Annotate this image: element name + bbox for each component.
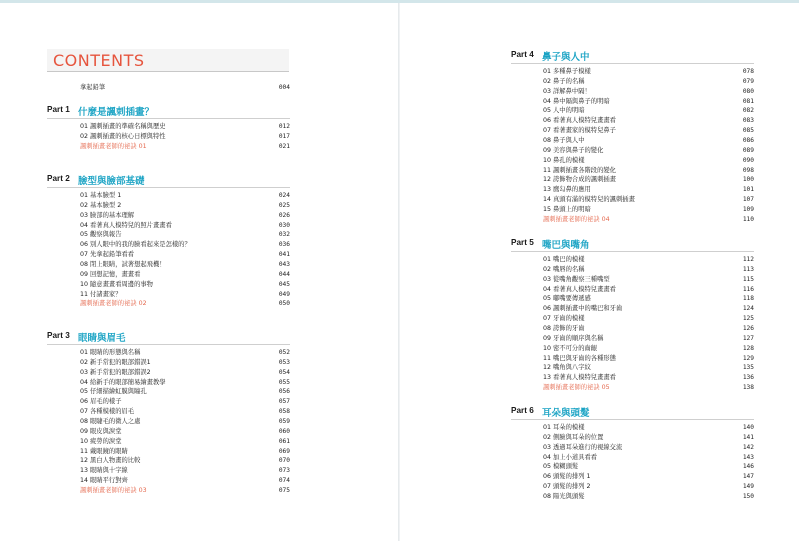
entry-page-number: 112 (742, 256, 754, 263)
part-heading (47, 330, 290, 345)
entry-page-number: 116 (742, 285, 754, 293)
entry-page-number: 150 (742, 492, 754, 500)
entry-title: 12 黑白人物畫的比較 (80, 457, 141, 465)
entry-title: 07 頭髮的排列 2 (543, 483, 591, 491)
toc-entry (80, 122, 290, 131)
entry-page-number: 083 (742, 117, 754, 125)
entry-page-number: 135 (742, 364, 754, 372)
entry-page-number: 127 (742, 334, 754, 342)
part-label: Part 4 (511, 50, 534, 59)
entry-page-number: 149 (742, 483, 754, 491)
entry-page-number: 100 (742, 176, 754, 184)
entry-page-number: 118 (742, 295, 754, 303)
toc-entry (80, 368, 290, 377)
entry-title: 07 牙齒的模樣 (543, 315, 585, 323)
entry-title: 09 美容與鼻子的變化 (543, 146, 604, 154)
toc-entry (543, 185, 754, 194)
toc-entry (80, 447, 290, 456)
toc-entry (80, 290, 290, 299)
toc-entry (80, 397, 290, 406)
toc-entry (80, 280, 290, 289)
entry-page-number: 110 (742, 215, 754, 223)
part-heading (511, 237, 754, 252)
entry-title: 08 鼻子與人中 (543, 136, 585, 144)
toc-entry (80, 476, 290, 485)
toc-entry (80, 240, 290, 249)
entry-page-number: 143 (742, 453, 754, 461)
toc-entry (543, 175, 754, 184)
entry-title: 08 誇飾的牙齒 (543, 324, 585, 332)
toc-entry (543, 363, 754, 372)
entry-page-number: 054 (278, 368, 290, 376)
entry-title: 諷刺插畫老師的祕訣 01 (80, 142, 147, 150)
toc-entry (80, 417, 290, 426)
part-heading (511, 49, 754, 64)
part-heading (47, 173, 290, 188)
entry-title: 11 諷刺插畫各階段的變化 (543, 166, 616, 174)
entry-title: 04 加上小道具看看 (543, 453, 598, 461)
entry-page-number: 125 (742, 315, 754, 323)
entry-title: 02 諷刺插畫的核心日標與特性 (80, 132, 166, 140)
entry-title: 12 嘴角與八字紋 (543, 364, 591, 372)
toc-entry (543, 294, 754, 303)
part-label: Part 2 (47, 174, 70, 183)
entry-title: 09 眼皮與淚堂 (80, 427, 122, 435)
toc-entry (543, 433, 754, 442)
entry-title: 01 諷刺插畫的準確名稱與歷史 (80, 123, 166, 130)
entry-title: 01 眼睛的形態與名稱 (80, 349, 141, 356)
tip-entry (80, 486, 290, 495)
entry-title: 05 模糊頭髮 (543, 463, 579, 471)
toc-entry (543, 354, 754, 363)
entry-page-number: 032 (278, 231, 290, 239)
toc-entry (543, 482, 754, 491)
entry-title: 05 人中的明暗 (543, 107, 585, 115)
entry-title: 06 頭髮的排列 1 (543, 473, 591, 481)
toc-entry (543, 275, 754, 284)
toc-entry (543, 87, 754, 96)
entry-page-number: 098 (742, 166, 754, 174)
entry-title: 01 多種鼻子模樣 (543, 68, 591, 75)
entry-page-number: 045 (278, 280, 290, 288)
part-label: Part 6 (511, 406, 534, 415)
entry-page-number: 109 (742, 205, 754, 213)
entry-title: 02 嘴唇的名稱 (543, 265, 585, 273)
entry-title: 08 陽光與頭髮 (543, 492, 585, 500)
entry-title: 10 隨意畫畫看周邊的事物 (80, 280, 153, 288)
entry-title: 10 疲勞的淚堂 (80, 437, 122, 445)
entry-title: 15 鼻頭上的明暗 (543, 205, 591, 213)
entry-title: 14 真頭有滿的模特兒的諷刺插畫 (543, 196, 635, 204)
entry-page-number: 074 (278, 477, 290, 485)
entry-title: 03 透過耳朵進行的視線交流 (543, 443, 623, 451)
entry-page-number: 053 (278, 358, 290, 366)
entry-page-number: 080 (742, 87, 754, 95)
part-label: Part 3 (47, 331, 70, 340)
toc-entry (80, 201, 290, 210)
tip-entry (80, 142, 290, 151)
entry-title: 07 看著畫家的模特兒鼻子 (543, 127, 616, 135)
entry-title: 13 看著真人模特兒畫畫看 (543, 374, 616, 382)
entry-title: 10 鼻孔的模樣 (543, 156, 585, 164)
toc-entry (543, 324, 754, 333)
part-name: 眼睛與眉毛 (78, 333, 126, 344)
toc-entry (543, 265, 754, 274)
entry-page-number: 052 (278, 349, 290, 356)
entry-title: 09 牙齒的順序與名稱 (543, 334, 604, 342)
intro-entry (80, 83, 290, 92)
toc-entry (543, 285, 754, 294)
entry-title: 10 密不可分的齒齦 (543, 344, 598, 352)
part-name: 耳朵與頭髮 (542, 408, 590, 419)
toc-entry (543, 334, 754, 343)
entry-page-number: 057 (278, 398, 290, 406)
entry-page-number: 138 (742, 384, 754, 392)
entry-title: 05 嘟嘴要傳遞感 (543, 295, 591, 303)
tip-entry (543, 215, 754, 224)
toc-entry (543, 314, 754, 323)
toc-entry (543, 443, 754, 452)
toc-entry (80, 378, 290, 387)
entry-page-number: 078 (742, 68, 754, 75)
entry-page-number: 061 (278, 437, 290, 445)
toc-entry (543, 136, 754, 145)
tip-entry (80, 299, 290, 308)
entry-page-number: 128 (742, 344, 754, 352)
toc-entry (80, 407, 290, 416)
entry-title: 諷刺插畫老師的祕訣 03 (80, 486, 147, 494)
toc-entry (543, 156, 754, 165)
toc-entry (543, 195, 754, 204)
toc-entry (80, 437, 290, 446)
entry-page-number: 124 (742, 305, 754, 313)
toc-entry (543, 205, 754, 214)
part-label: Part 1 (47, 105, 70, 114)
entry-title: 諷刺插畫老師的祕訣 02 (80, 300, 147, 308)
contents-title-box (47, 49, 289, 72)
entry-page-number: 070 (278, 457, 290, 465)
entry-page-number: 081 (742, 97, 754, 105)
toc-entry (80, 466, 290, 475)
entry-title: 14 眼睛平行對齊 (80, 477, 128, 485)
toc-entry (80, 211, 290, 220)
entry-title: 05 觀察與報告 (80, 231, 122, 239)
toc-entry (80, 132, 290, 141)
toc-entry (80, 270, 290, 279)
toc-entry (543, 116, 754, 125)
entry-page-number: 050 (278, 300, 290, 308)
part-label: Part 5 (511, 238, 534, 247)
entry-title: 03 詳解鼻中隔！ (543, 87, 591, 95)
toc-entry (543, 453, 754, 462)
toc-entry (80, 456, 290, 465)
entry-page-number: 141 (742, 433, 754, 441)
part-heading (47, 104, 290, 119)
toc-entry (80, 221, 290, 230)
entry-page-number: 146 (742, 463, 754, 471)
entry-title: 02 新手常犯的眼部錯誤1 (80, 358, 151, 366)
entry-title: 04 鼻中隔與鼻子的明暗 (543, 97, 610, 105)
entry-page-number: 082 (742, 107, 754, 115)
entry-page-number: 147 (742, 473, 754, 481)
toc-entry (543, 126, 754, 135)
entry-page-number: 069 (278, 447, 290, 455)
toc-entry (80, 191, 290, 200)
toc-entry (80, 387, 290, 396)
toc-entry (80, 358, 290, 367)
entry-title: 09 回想記憶，畫畫看 (80, 270, 141, 278)
entry-page-number: 107 (742, 196, 754, 204)
entry-title: 05 仔細描繪虹膜與瞳孔 (80, 388, 147, 396)
toc-entry (543, 423, 754, 432)
part-name: 什麼是諷刺插畫？ (78, 107, 155, 118)
entry-page-number: 043 (278, 260, 290, 268)
entry-page-number: 059 (278, 417, 290, 425)
entry-title: 13 鷹勾鼻的應用 (543, 186, 591, 194)
toc-entry (543, 255, 754, 264)
contents-title: CONTENTS (53, 51, 145, 70)
entry-page-number: 079 (742, 77, 754, 85)
entry-title: 03 從嘴角觀察三種嘴型 (543, 275, 610, 283)
toc-entry (543, 492, 754, 501)
toc-entry (80, 230, 290, 239)
entry-page-number: 017 (278, 132, 290, 140)
entry-page-number: 142 (742, 443, 754, 451)
entry-page-number: 136 (742, 374, 754, 382)
entry-page-number: 012 (278, 123, 290, 130)
entry-page-number: 089 (742, 146, 754, 154)
entry-title: 06 看著真人模特兒畫畫看 (543, 117, 616, 125)
entry-page-number: 090 (742, 156, 754, 164)
intro-page: 004 (278, 84, 290, 91)
entry-page-number: 073 (278, 467, 290, 475)
entry-title: 03 新手常犯的眼部錯誤2 (80, 368, 151, 376)
entry-page-number: 030 (278, 221, 290, 229)
part-heading (511, 405, 754, 420)
entry-page-number: 044 (278, 270, 290, 278)
entry-title: 13 眼睛與十字線 (80, 467, 128, 475)
part-name: 臉型與臉部基礎 (78, 176, 145, 187)
entry-title: 08 閉上眼睛，試著想起飛機！ (80, 260, 166, 268)
entry-page-number: 085 (742, 127, 754, 135)
toc-entry (543, 146, 754, 155)
tip-entry (543, 383, 754, 392)
toc-entry (543, 67, 754, 76)
entry-title: 06 眉毛的樣子 (80, 398, 122, 406)
toc-entry (80, 250, 290, 259)
entry-title: 07 各種模樣的眉毛 (80, 408, 135, 416)
entry-title: 02 側臉與耳朵的位置 (543, 433, 604, 441)
entry-page-number: 140 (742, 424, 754, 431)
entry-title: 08 眼睫毛的微人之處 (80, 417, 141, 425)
entry-title: 11 嘴巴與牙齒的各種形態 (543, 354, 616, 362)
entry-title: 04 看著真人模特兒畫畫看 (543, 285, 616, 293)
entry-page-number: 056 (278, 388, 290, 396)
entry-page-number: 055 (278, 378, 290, 386)
entry-page-number: 049 (278, 290, 290, 298)
entry-title: 01 基本臉型 1 (80, 192, 122, 199)
entry-page-number: 129 (742, 354, 754, 362)
toc-entry (543, 77, 754, 86)
entry-title: 06 別人眼中的我的臉看起來是怎樣的？ (80, 241, 191, 249)
entry-page-number: 026 (278, 211, 290, 219)
entry-title: 諷刺插畫老師的祕訣 04 (543, 215, 610, 223)
right-page (400, 3, 799, 541)
entry-title: 諷刺插畫老師的祕訣 05 (543, 384, 610, 392)
part-name: 嘴巴與嘴角 (542, 240, 590, 251)
entry-title: 01 嘴巴的模樣 (543, 256, 585, 263)
entry-title: 12 誇飾物合成的諷刺插畫 (543, 176, 616, 184)
entry-title: 03 臉部的基本理解 (80, 211, 135, 219)
toc-entry (543, 472, 754, 481)
entry-page-number: 021 (278, 142, 290, 150)
entry-page-number: 024 (278, 192, 290, 199)
entry-page-number: 058 (278, 408, 290, 416)
entry-page-number: 115 (742, 275, 754, 283)
left-page (0, 3, 399, 541)
entry-page-number: 025 (278, 201, 290, 209)
toc-entry (543, 304, 754, 313)
part-name: 鼻子與人中 (542, 52, 590, 63)
entry-title: 07 先拿起鉛筆看看 (80, 251, 135, 259)
entry-title: 06 諷刺插畫中的嘴巴和牙齒 (543, 305, 623, 313)
entry-page-number: 086 (742, 136, 754, 144)
entry-page-number: 113 (742, 265, 754, 273)
entry-title: 04 看著真人模特兒的照片畫畫看 (80, 221, 172, 229)
toc-entry (543, 166, 754, 175)
entry-page-number: 101 (742, 186, 754, 194)
entry-title: 02 基本臉型 2 (80, 201, 122, 209)
toc-entry (543, 462, 754, 471)
toc-entry (543, 344, 754, 353)
entry-title: 04 給新手的眼部簡易繪畫教學 (80, 378, 166, 386)
entry-page-number: 041 (278, 251, 290, 259)
toc-entry (80, 348, 290, 357)
entry-page-number: 075 (278, 486, 290, 494)
entry-page-number: 036 (278, 241, 290, 249)
entry-page-number: 060 (278, 427, 290, 435)
toc-entry (543, 373, 754, 382)
entry-title: 02 鼻子的名稱 (543, 77, 585, 85)
entry-title: 11 付諸畫家？ (80, 290, 122, 298)
toc-entry (80, 427, 290, 436)
toc-entry (543, 97, 754, 106)
entry-page-number: 126 (742, 324, 754, 332)
entry-title: 01 耳朵的模樣 (543, 424, 585, 431)
toc-entry (80, 260, 290, 269)
toc-entry (543, 106, 754, 115)
intro-title: 拿起鉛筆 (80, 84, 106, 91)
entry-title: 11 戴眼鏡的眼睛 (80, 447, 128, 455)
